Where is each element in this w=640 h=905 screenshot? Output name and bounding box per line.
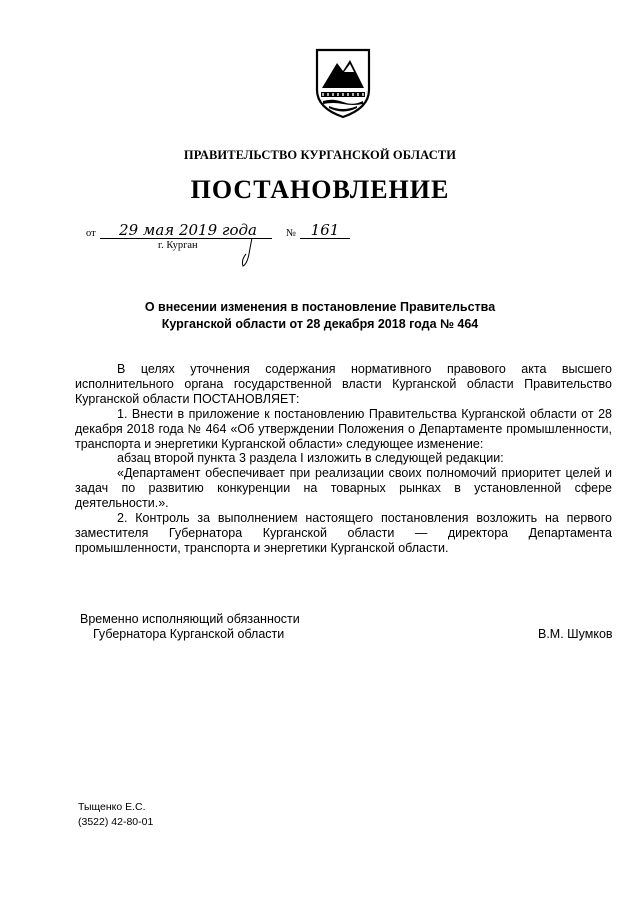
- document-number: 161: [310, 221, 340, 239]
- city: г. Курган: [158, 240, 198, 251]
- date-from-label: от: [86, 228, 96, 239]
- contact-name: Тыщенко Е.С.: [78, 801, 146, 813]
- contact-phone: (3522) 42-80-01: [78, 816, 154, 828]
- number-label: №: [286, 228, 297, 239]
- body-paragraph-2: 1. Внести в приложение к постановлению Правительства Курганской области от 28 декабря 2018 года № 464 «Об утверждении Положения о Департаменте промышленности, транспорта и энергетики Курганской области» следующее изменение:: [75, 406, 612, 451]
- handwriting-stroke: [238, 236, 260, 268]
- signatory-position-line-2: Губернатора Курганской области: [93, 627, 285, 641]
- body-paragraph-3: абзац второй пункта 3 раздела I изложить в следующей редакции:: [117, 451, 504, 466]
- coat-of-arms-emblem: [313, 46, 373, 120]
- document-title: ПОСТАНОВЛЕНИЕ: [190, 175, 450, 204]
- document-subject: [0, 299, 640, 333]
- document-date: 29 мая 2019 года: [119, 221, 257, 239]
- number-underline: [300, 238, 350, 239]
- signatory-name: В.М. Шумков: [538, 627, 613, 641]
- subject-line-2: Курганской области от 28 декабря 2018 года № 464: [161, 317, 479, 331]
- document-body: [75, 362, 612, 556]
- subject-line-1: О внесении изменения в постановление Правительства: [144, 300, 496, 314]
- body-paragraph-1: В целях уточнения содержания нормативного правового акта высшего исполнительного органа государственной власти Курганской области Правительство Курганской области ПОСТАНОВЛЯЕТ:: [75, 362, 612, 406]
- body-paragraph-5: 2. Контроль за выполнением настоящего постановления возложить на первого заместителя Губернатора Курганской области — директора Департамента промышленности, транспорта и энергетики Курганской области.: [75, 511, 612, 555]
- body-paragraph-4: «Департамент обеспечивает при реализации своих полномочий приоритет целей и задач по развитию конкуренции на товарных рынках в установленной сфере деятельности.».: [75, 466, 612, 511]
- signatory-position-line-1: Временно исполняющий обязанности: [80, 612, 300, 626]
- government-name: ПРАВИТЕЛЬСТВО КУРГАНСКОЙ ОБЛАСТИ: [183, 148, 457, 162]
